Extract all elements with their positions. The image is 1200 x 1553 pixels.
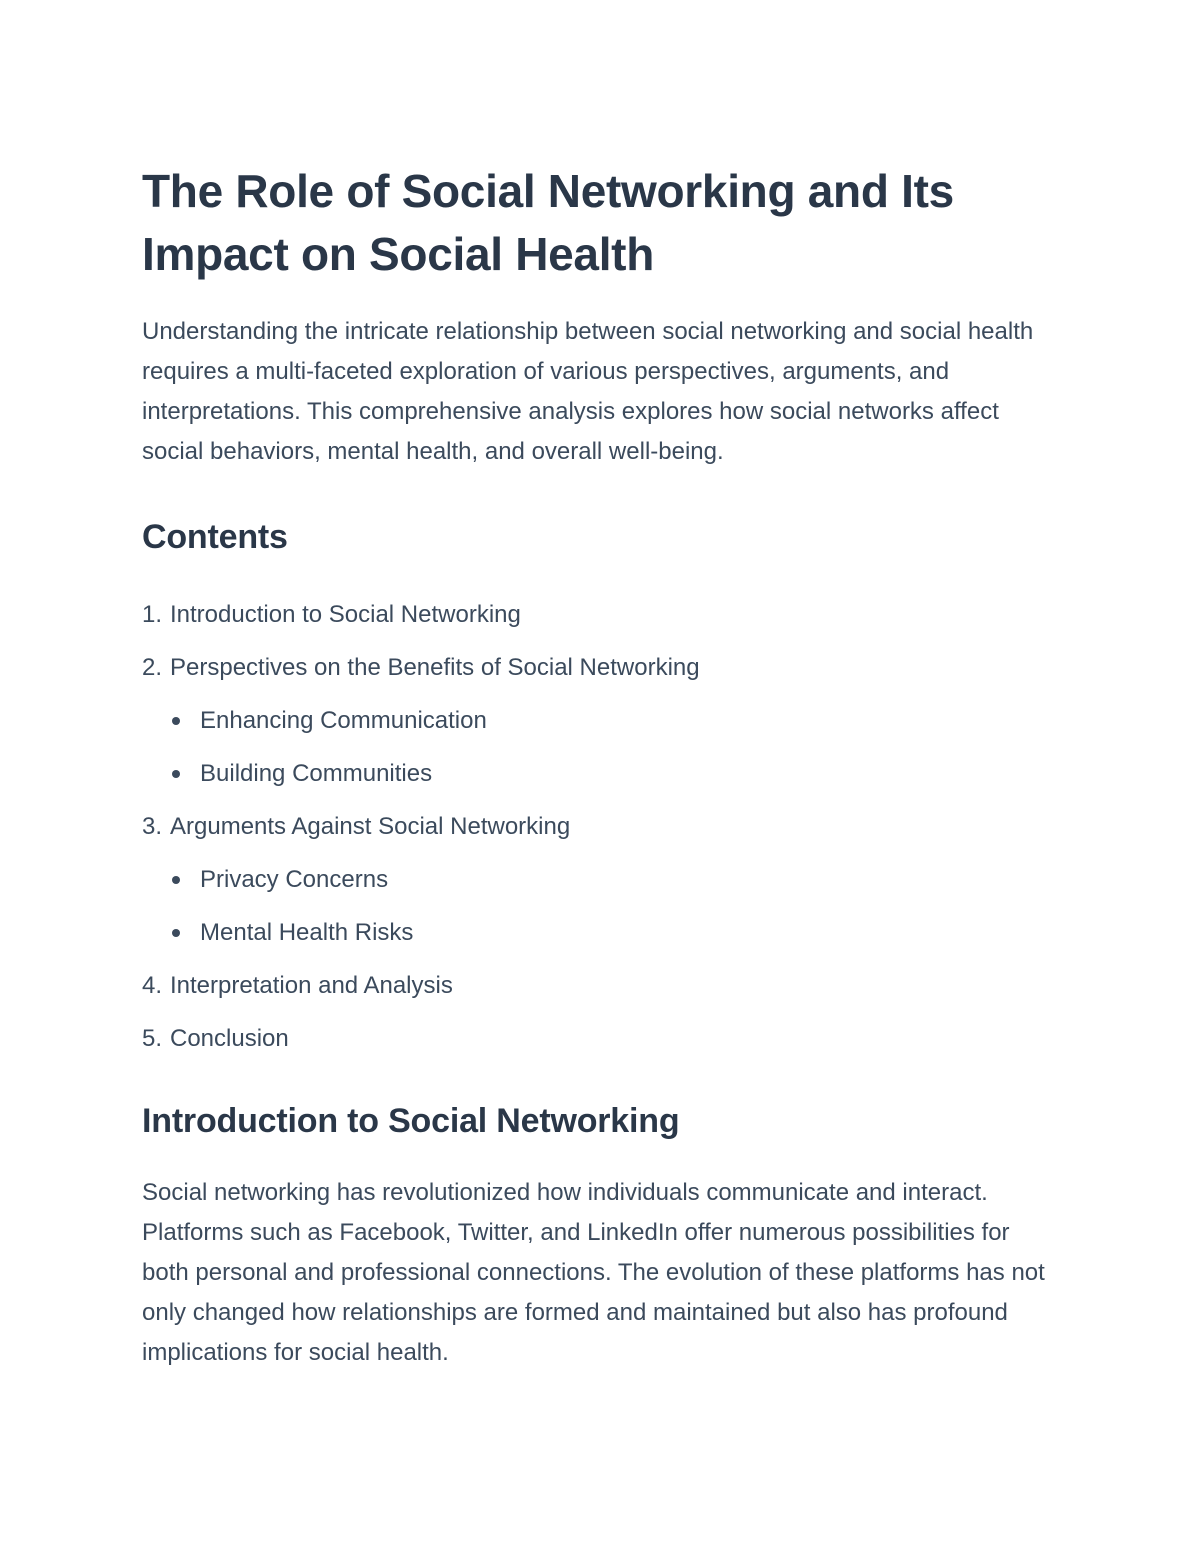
toc-sublabel: Mental Health Risks xyxy=(200,919,414,946)
document-page xyxy=(142,160,1062,1373)
toc-subitem-enhancing-communication[interactable] xyxy=(142,694,1062,747)
document-title: The Role of Social Networking and Its Impact on Social Health xyxy=(142,165,954,280)
toc-label: Interpretation and Analysis xyxy=(170,972,453,999)
bullet-icon xyxy=(172,876,180,884)
contents-heading: Contents xyxy=(142,518,288,556)
toc-item-benefits[interactable] xyxy=(142,641,1062,694)
toc-label: Perspectives on the Benefits of Social Networking xyxy=(170,654,700,681)
toc-number: 1. xyxy=(142,601,163,628)
toc-item-interpretation[interactable] xyxy=(142,959,1062,1012)
toc-item-conclusion[interactable] xyxy=(142,1012,1062,1065)
toc-item-introduction[interactable] xyxy=(142,588,1062,641)
toc-number: 5. xyxy=(142,1025,163,1052)
toc-sublabel: Privacy Concerns xyxy=(200,866,389,893)
toc-sublabel: Enhancing Communication xyxy=(200,707,487,734)
toc-subitem-mental-health-risks[interactable] xyxy=(142,906,1062,959)
toc-subitem-building-communities[interactable] xyxy=(142,747,1062,800)
toc-number: 2. xyxy=(142,654,163,681)
toc-subitem-privacy-concerns[interactable] xyxy=(142,853,1062,906)
toc-label: Conclusion xyxy=(170,1025,289,1052)
toc-label: Introduction to Social Networking xyxy=(170,601,521,628)
bullet-icon xyxy=(172,770,180,778)
intro-paragraph: Understanding the intricate relationship between social networking and social health requires a multi-faceted exploration of various perspectives, arguments, and interpretations. This comprehensive analysis explores how social networks affect social behaviors, mental health, and overall well-being. xyxy=(142,318,1034,465)
bullet-icon xyxy=(172,929,180,937)
toc-item-arguments-against[interactable] xyxy=(142,800,1062,853)
toc-label: Arguments Against Social Networking xyxy=(170,813,571,840)
table-of-contents xyxy=(142,588,1062,1065)
toc-number: 4. xyxy=(142,972,163,999)
bullet-icon xyxy=(172,717,180,725)
toc-sublabel: Building Communities xyxy=(200,760,433,787)
toc-number: 3. xyxy=(142,813,163,840)
section-body-introduction: Social networking has revolutionized how individuals communicate and interact. Platforms such as Facebook, Twitter, and LinkedIn offer numerous possibilities for both personal and professional connections. The evolution of these platforms has not only changed how relationships are formed and maintained but also has profound implications for social health. xyxy=(142,1179,1045,1366)
section-heading-introduction: Introduction to Social Networking xyxy=(142,1102,680,1140)
